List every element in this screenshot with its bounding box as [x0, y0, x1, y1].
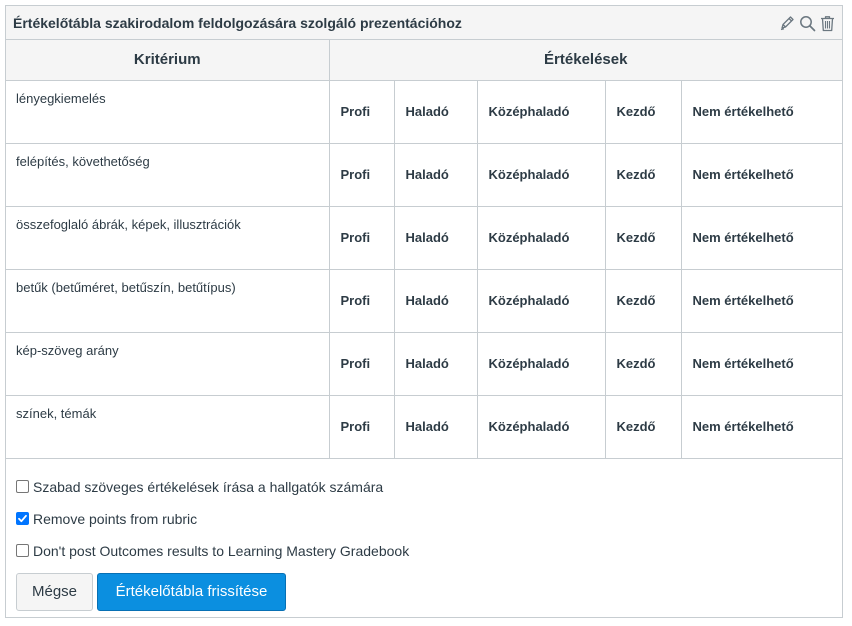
rubric-body	[6, 80, 842, 458]
hide-outcomes-label[interactable]: Don't post Outcomes results to Learning Mastery Gradebook	[33, 542, 410, 559]
rating-option[interactable]: Kezdő	[606, 207, 682, 269]
rating-option[interactable]: Középhaladó	[478, 333, 606, 395]
checkmark-icon	[17, 513, 28, 524]
rating-option[interactable]: Haladó	[395, 333, 478, 395]
remove-points-checkbox[interactable]	[16, 512, 29, 525]
rating-option[interactable]: Profi	[330, 81, 395, 143]
rating-option[interactable]: Profi	[330, 144, 395, 206]
rubric-actions	[778, 13, 836, 33]
rubric-title-bar	[6, 6, 842, 40]
rating-option[interactable]: Kezdő	[606, 144, 682, 206]
rating-option[interactable]: Kezdő	[606, 270, 682, 332]
rating-option[interactable]: Haladó	[395, 207, 478, 269]
ratings-cell	[329, 143, 842, 206]
rubric-panel	[5, 5, 843, 618]
hide-outcomes-option	[6, 535, 842, 567]
rating-option[interactable]: Nem értékelhető	[692, 230, 794, 245]
rubric-table	[6, 40, 842, 458]
rating-option[interactable]: Profi	[330, 207, 395, 269]
rating-option[interactable]: Nem értékelhető	[692, 419, 794, 434]
ratings-cell	[329, 269, 842, 332]
criterion-label: felépítés, követhetőség	[6, 143, 329, 206]
hide-outcomes-checkbox[interactable]	[16, 544, 29, 557]
form-actions	[6, 573, 842, 611]
table-row	[6, 269, 842, 332]
rating-option[interactable]: Középhaladó	[478, 207, 606, 269]
criterion-label: betűk (betűméret, betűszín, betűtípus)	[6, 269, 329, 332]
rubric-header-row	[6, 40, 842, 80]
rating-option[interactable]: Profi	[330, 396, 395, 458]
ratings-cell	[329, 206, 842, 269]
rating-option[interactable]: Profi	[330, 270, 395, 332]
cancel-button[interactable]: Mégse	[16, 573, 93, 611]
rating-option[interactable]: Középhaladó	[478, 144, 606, 206]
free-form-comments-option	[6, 471, 842, 503]
rating-option[interactable]: Profi	[330, 333, 395, 395]
table-row	[6, 206, 842, 269]
rating-option[interactable]: Középhaladó	[478, 270, 606, 332]
remove-points-label[interactable]: Remove points from rubric	[33, 510, 198, 527]
rating-option[interactable]: Nem értékelhető	[692, 356, 794, 371]
rating-option[interactable]: Kezdő	[606, 333, 682, 395]
rating-option[interactable]: Középhaladó	[478, 81, 606, 143]
criterion-header: Kritérium	[6, 40, 329, 80]
rating-option[interactable]: Haladó	[395, 144, 478, 206]
rating-option[interactable]: Haladó	[395, 396, 478, 458]
ratings-cell	[329, 395, 842, 458]
table-row	[6, 395, 842, 458]
table-row	[6, 332, 842, 395]
remove-points-option	[6, 503, 842, 535]
rating-option[interactable]: Nem értékelhető	[692, 167, 794, 182]
rating-option[interactable]: Nem értékelhető	[692, 104, 794, 119]
table-row	[6, 143, 842, 206]
criterion-label: kép-szöveg arány	[6, 332, 329, 395]
ratings-cell	[329, 80, 842, 143]
free-form-comments-label[interactable]: Szabad szöveges értékelések írása a hallgatók számára	[33, 478, 384, 495]
rating-option[interactable]: Középhaladó	[478, 396, 606, 458]
ratings-header: Értékelések	[329, 40, 842, 80]
ratings-cell	[329, 332, 842, 395]
criterion-label: összefoglaló ábrák, képek, illusztrációk	[6, 206, 329, 269]
rubric-options	[6, 458, 842, 611]
rating-option[interactable]: Kezdő	[606, 396, 682, 458]
free-form-comments-checkbox[interactable]	[16, 480, 29, 493]
pencil-icon[interactable]	[778, 13, 796, 33]
criterion-label: színek, témák	[6, 395, 329, 458]
trash-icon[interactable]	[818, 13, 836, 33]
rating-option[interactable]: Haladó	[395, 270, 478, 332]
search-icon[interactable]	[798, 13, 816, 33]
rating-option[interactable]: Kezdő	[606, 81, 682, 143]
update-rubric-button[interactable]: Értékelőtábla frissítése	[97, 573, 286, 611]
table-row	[6, 80, 842, 143]
rating-option[interactable]: Haladó	[395, 81, 478, 143]
rubric-title: Értékelőtábla szakirodalom feldolgozására szolgáló prezentációhoz	[13, 14, 462, 31]
criterion-label: lényegkiemelés	[6, 80, 329, 143]
rating-option[interactable]: Nem értékelhető	[692, 293, 794, 308]
